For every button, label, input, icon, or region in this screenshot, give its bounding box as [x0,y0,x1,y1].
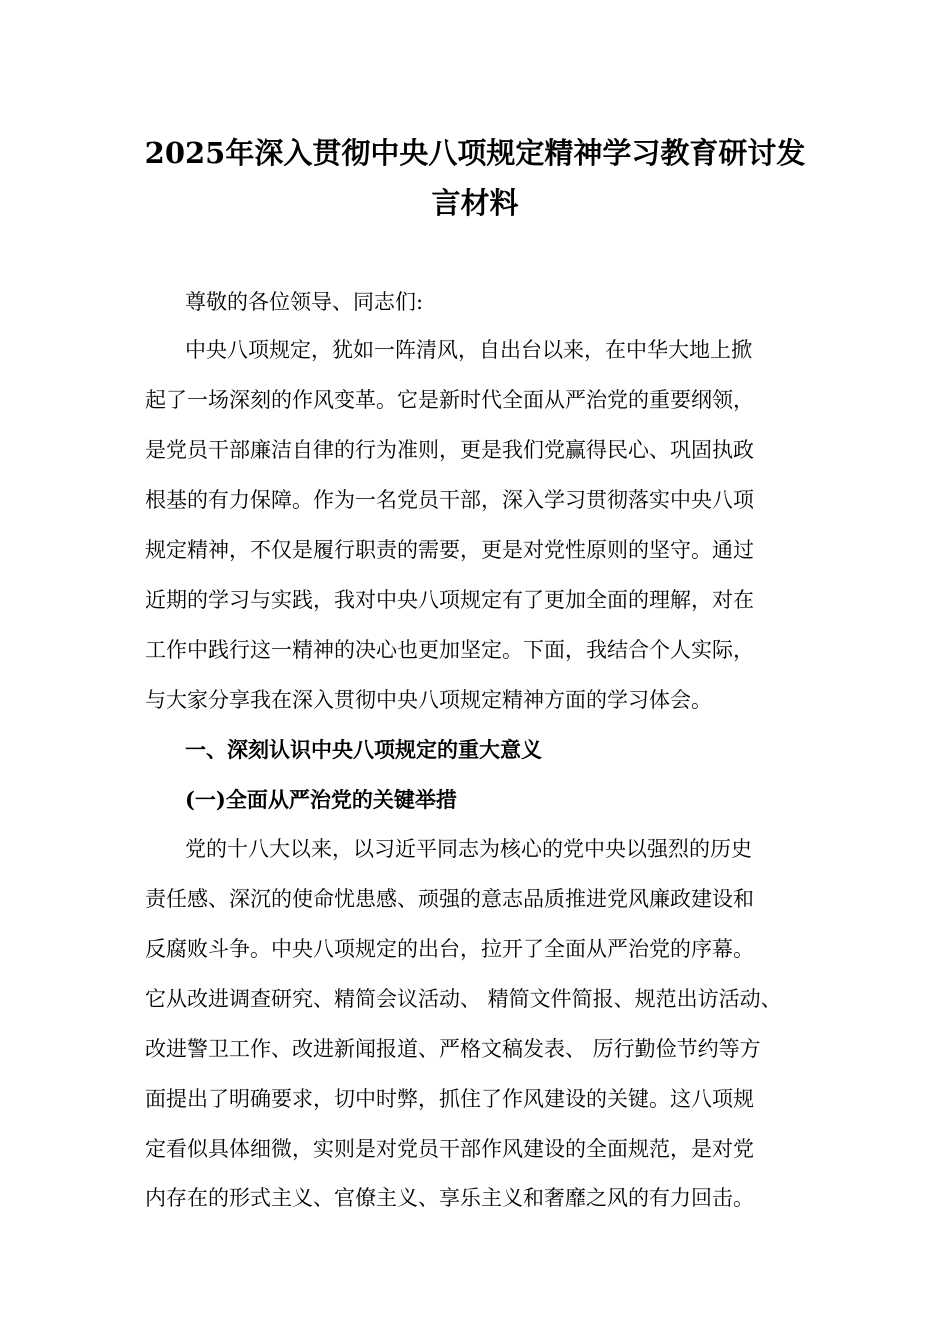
paragraph-line: 近期的学习与实践，我对中央八项规定有了更加全面的理解，对在 [145,588,754,612]
paragraph-line: 党的十八大以来，以习近平同志为核心的党中央以强烈的历史 [185,837,752,861]
paragraph-line: 工作中践行这一精神的决心也更加坚定。下面，我结合个人实际， [145,638,754,662]
paragraph-line: 它从改进调查研究、精简会议活动、 精简文件简报、规范出访活动、 [145,987,782,1011]
subsection-heading: (一)全面从严治党的关键举措 [185,787,457,812]
document-title-line-2: 言材料 [431,186,519,220]
paragraph-line: 与大家分享我在深入贯彻中央八项规定精神方面的学习体会。 [145,688,712,712]
salutation: 尊敬的各位领导、同志们: [185,290,424,314]
paragraph-line: 起了一场深刻的作风变革。它是新时代全面从严治党的重要纲领， [145,388,754,412]
paragraph-line: 反腐败斗争。中央八项规定的出台，拉开了全面从严治党的序幕。 [145,937,754,961]
paragraph-line: 定看似具体细微，实则是对党员干部作风建设的全面规范，是对党 [145,1137,754,1161]
paragraph-line: 是党员干部廉洁自律的行为准则，更是我们党赢得民心、巩固执政 [145,438,754,462]
document-title-line-1: 2025年深入贯彻中央八项规定精神学习教育研讨发 [144,136,806,170]
paragraph-line: 改进警卫工作、改进新闻报道、严格文稿发表、 厉行勤俭节约等方 [145,1037,761,1061]
paragraph-line: 面提出了明确要求，切中时弊，抓住了作风建设的关键。这八项规 [145,1087,754,1111]
paragraph-line: 内存在的形式主义、官僚主义、享乐主义和奢靡之风的有力回击。 [145,1186,754,1210]
section-heading: 一、深刻认识中央八项规定的重大意义 [185,737,542,762]
paragraph-line: 中央八项规定，犹如一阵清风，自出台以来，在中华大地上掀 [185,338,752,362]
paragraph-line: 责任感、深沉的使命忧患感、顽强的意志品质推进党风廉政建设和 [145,887,754,911]
paragraph-line: 规定精神，不仅是履行职责的需要，更是对党性原则的坚守。通过 [145,538,754,562]
paragraph-line: 根基的有力保障。作为一名党员干部，深入学习贯彻落实中央八项 [145,488,754,512]
